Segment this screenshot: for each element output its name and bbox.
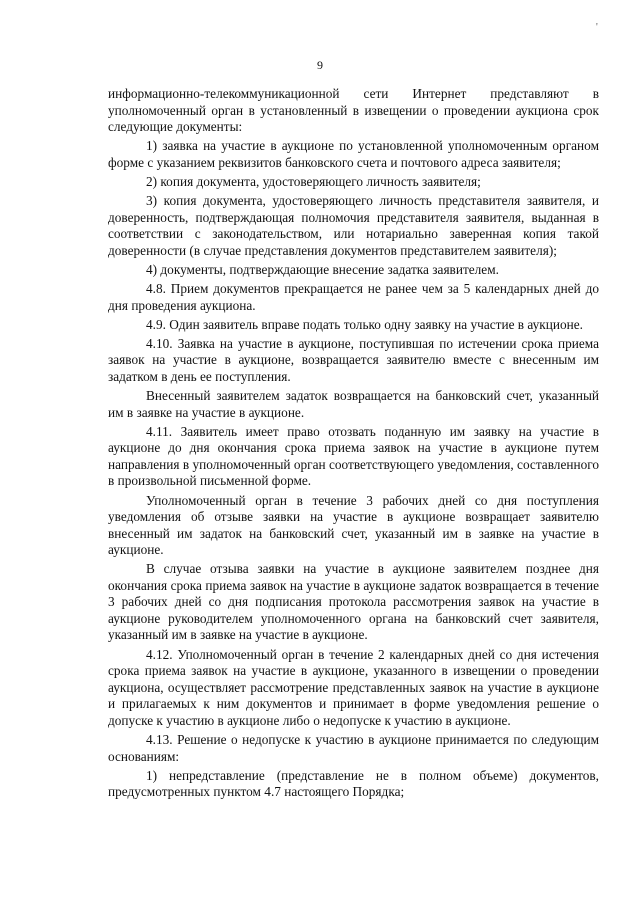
document-body xyxy=(108,86,599,801)
corner-mark: ' xyxy=(596,22,598,33)
paragraph: 4.8. Прием документов прекращается не ранее чем за 5 календарных дней до дня проведения аукциона. xyxy=(108,280,599,313)
paragraph: В случае отзыва заявки на участие в аукционе заявителем позднее дня окончания срока приема заявок на участие в аукционе задаток возвращается в течение 3 рабочих дней со дня подписания протокола рассмотрения заявок на участие в аукционе руководителем уполномоченного органа на банковский счет заявителя, указанный им в заявке на участие в аукционе. xyxy=(108,561,599,643)
paragraph: 4.10. Заявка на участие в аукционе, поступившая по истечении срока приема заявок на участие в аукционе, возвращается заявителю вместе с внесенным им задатком в день ее поступления. xyxy=(108,335,599,384)
paragraph: Внесенный заявителем задаток возвращается на банковский счет, указанный им в заявке на участие в аукционе. xyxy=(108,388,599,420)
paragraph: 4.13. Решение о недопуске к участию в аукционе принимается по следующим основаниям: xyxy=(108,731,599,764)
paragraph: 1) непредставление (представление не в полном объеме) документов, предусмотренных пунктом 4.7 настоящего Порядка; xyxy=(108,767,599,800)
paragraph: 4.11. Заявитель имеет право отозвать поданную им заявку на участие в аукционе до дня окончания срока приема заявок на участие в аукционе путем направления в уполномоченный орган соответствующего уведомления, составленного в произвольной письменной форме. xyxy=(108,423,599,489)
paragraph: информационно-телекоммуникационной сети Интернет представляют в уполномоченный орган в установленный в извещении о проведении аукциона срок следующие документы: xyxy=(108,86,599,135)
paragraph: 4) документы, подтверждающие внесение задатка заявителем. xyxy=(146,261,499,277)
paragraph: 2) копия документа, удостоверяющего личность заявителя; xyxy=(146,173,481,189)
paragraph: 4.12. Уполномоченный орган в течение 2 календарных дней со дня истечения срока приема заявок на участие в аукционе, указанного в извещении о проведении аукциона, осуществляет рассмотрение представленных заявок на участие в аукционе и прилагаемых к ним документов и принимает в форме уведомления решение о допуске к участию в аукционе либо о недопуске к участию в аукционе. xyxy=(108,646,599,728)
paragraph: 1) заявка на участие в аукционе по установленной уполномоченным органом форме с указанием реквизитов банковского счета и почтового адреса заявителя; xyxy=(108,138,599,170)
paragraph: Уполномоченный орган в течение 3 рабочих дней со дня поступления уведомления об отзыве заявки на участие в аукционе возвращает заявителю внесенный им задаток на банковский счет, указанный им в заявке на участие в аукционе. xyxy=(108,492,599,558)
paragraph: 3) копия документа, удостоверяющего личность представителя заявителя, и доверенность, подтверждающая полномочия представителя заявителя, выданная в соответствии с законодательством, или нотариально заверенная копия такой доверенности (в случае представления документов представителем заявителя); xyxy=(108,193,599,258)
page-number: 9 xyxy=(317,58,323,72)
paragraph: 4.9. Один заявитель вправе подать только одну заявку на участие в аукционе. xyxy=(146,316,583,332)
